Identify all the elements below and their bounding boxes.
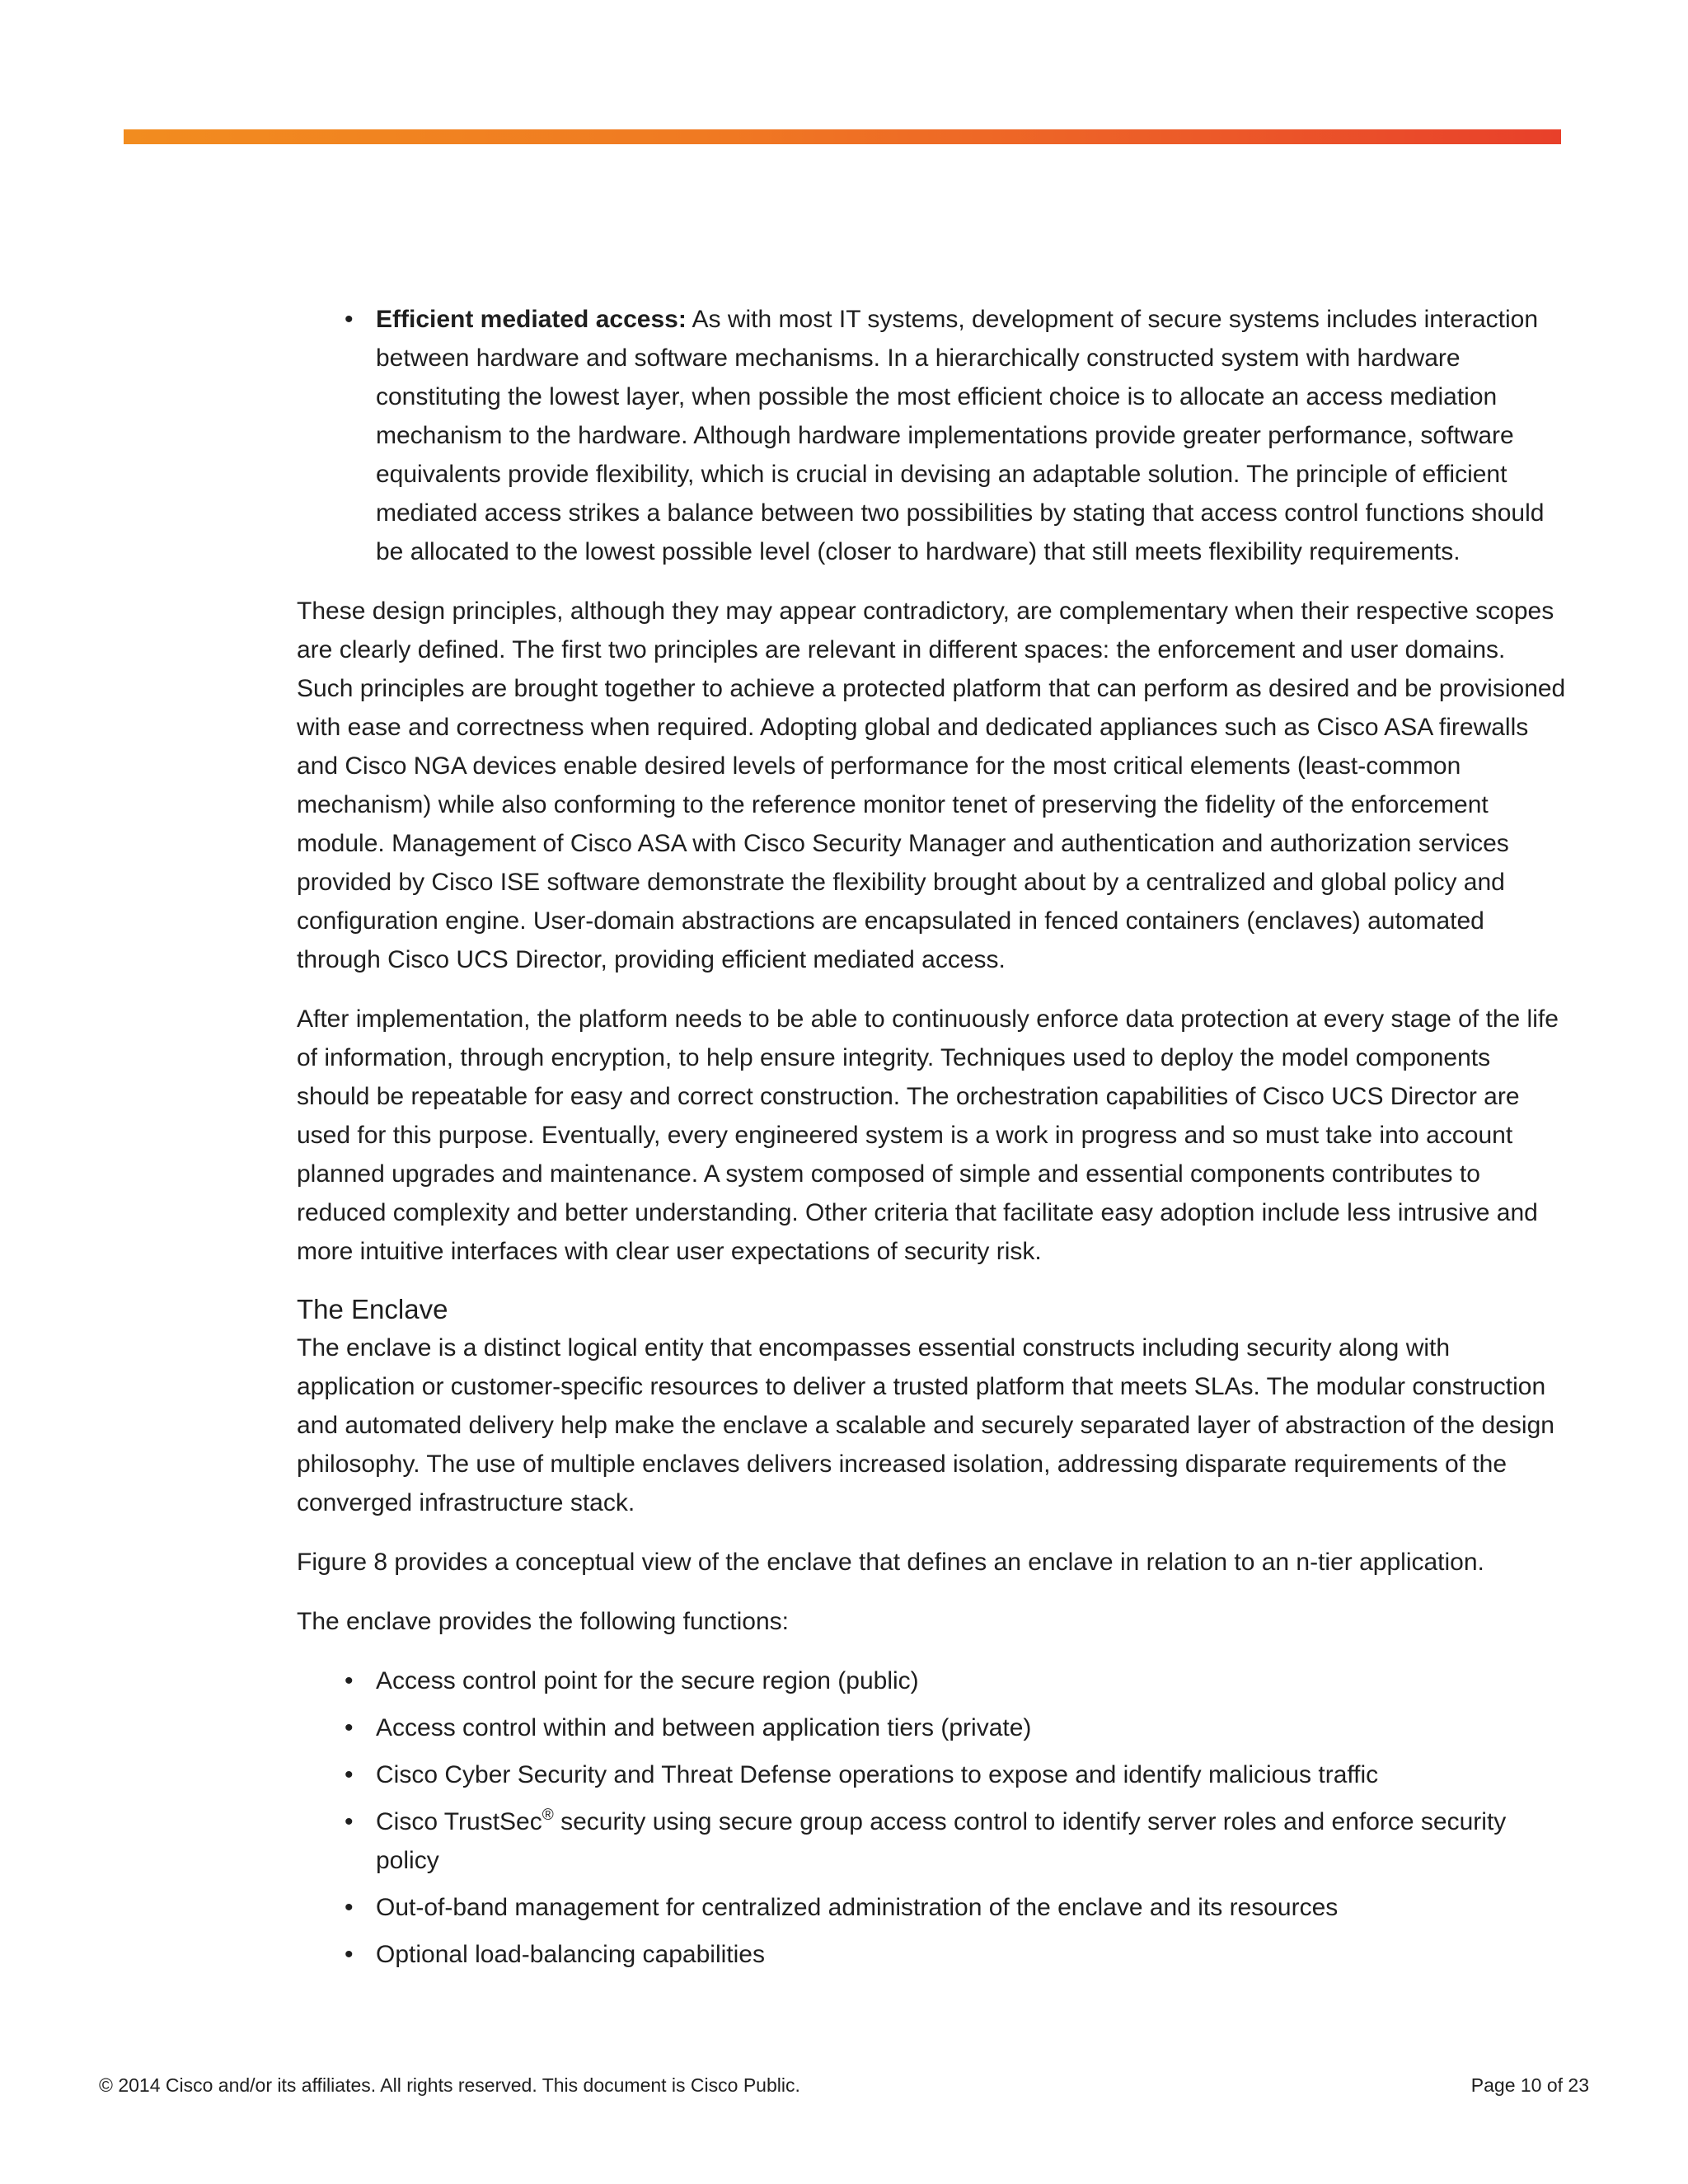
body-paragraph: Figure 8 provides a conceptual view of the enclave that defines an enclave in relation to an n-tier application. [297, 1549, 1484, 1576]
list-item-text: As with most IT systems, development of secure systems includes interaction between hardware and software mechanisms. In a hierarchically constructed system with hardware constituting the lowest layer, when possible the most efficient choice is to allocate an access mediation mechanism to the hardware. Although hardware implementations provide greater performance, software equivalents provide flexibility, which is crucial in devising an adaptable solution. The principle of efficient mediated access strikes a balance between two possibilities by stating that access control functions should be allocated to the lowest possible level (closer to hardware) that still meets flexibility requirements. [376, 306, 1545, 565]
body-paragraph: These design principles, although they may appear contradictory, are complementary when their respective scopes are clearly defined. The first two principles are relevant in different spaces: the enforcement and user domains. Such principles are brought together to achieve a protected platform that can perform as desired and be provisioned with ease and correctness when required. Adopting global and dedicated appliances such as Cisco ASA firewalls and Cisco NGA devices enable desired levels of performance for the most critical elements (least-common mechanism) while also conforming to the reference monitor tenet of preserving the fidelity of the enforcement module. Management of Cisco ASA with Cisco Security Manager and authentication and authorization services provided by Cisco ISE software demonstrate the flexibility brought about by a centralized and global policy and configuration engine. User-domain abstractions are encapsulated in fenced containers (enclaves) automated through Cisco UCS Director, providing efficient mediated access. [297, 598, 1566, 973]
footer-copyright: © 2014 Cisco and/or its affiliates. All rights reserved. This document is Cisco Public. [99, 2074, 800, 2096]
list-item-text: Access control point for the secure region (public) [376, 1667, 919, 1694]
body-paragraph: The enclave is a distinct logical entity that encompasses essential constructs including security along with application or customer-specific resources to deliver a trusted platform that meets SLAs. The modular construction and automated delivery help make the enclave a scalable and securely separated layer of abstraction of the design philosophy. The use of multiple enclaves delivers increased isolation, addressing disparate requirements of the converged infrastructure stack. [297, 1334, 1554, 1516]
header-accent-bar [124, 129, 1561, 144]
list-item-term: Efficient mediated access: [376, 306, 687, 333]
bullet-icon: • [345, 1894, 354, 1921]
principles-list [297, 300, 1566, 571]
list-item-text: security using secure group access control to identify server roles and enforce security policy [376, 1808, 1507, 1874]
enclave-functions-list [297, 1661, 1566, 1974]
list-item [297, 1755, 1566, 1794]
bullet-icon: • [345, 306, 354, 333]
list-item [297, 1661, 1566, 1700]
footer-page-number: Page 10 of 23 [1470, 2074, 1589, 2096]
list-item-text: Access control within and between application tiers (private) [376, 1714, 1032, 1741]
body-paragraph: The enclave provides the following functions: [297, 1608, 790, 1635]
registered-mark: ® [542, 1807, 554, 1824]
list-item-text: Cisco TrustSec [376, 1808, 542, 1835]
list-item-text: Optional load-balancing capabilities [376, 1941, 765, 1968]
list-item [297, 1802, 1566, 1880]
list-item-text: Out-of-band management for centralized administration of the enclave and its resources [376, 1894, 1339, 1921]
list-item [297, 1708, 1566, 1747]
page-content [297, 300, 1566, 1982]
list-item [297, 1888, 1566, 1927]
section-heading: The Enclave [297, 1294, 448, 1324]
list-item-text: Cisco Cyber Security and Threat Defense operations to expose and identify malicious traffic [376, 1761, 1379, 1788]
bullet-icon: • [345, 1941, 354, 1968]
bullet-icon: • [345, 1667, 354, 1694]
body-paragraph: After implementation, the platform needs to be able to continuously enforce data protection at every stage of the life of information, through encryption, to help ensure integrity. Techniques used to deploy the model components should be repeatable for easy and correct construction. The orchestration capabilities of Cisco UCS Director are used for this purpose. Eventually, every engineered system is a work in progress and so must take into account planned upgrades and maintenance. A system composed of simple and essential components contributes to reduced complexity and better understanding. Other criteria that facilitate easy adoption include less intrusive and more intuitive interfaces with clear user expectations of security risk. [297, 1005, 1559, 1265]
bullet-icon: • [345, 1808, 354, 1835]
bullet-icon: • [345, 1761, 354, 1788]
list-item [297, 300, 1566, 571]
bullet-icon: • [345, 1714, 354, 1741]
list-item [297, 1935, 1566, 1974]
